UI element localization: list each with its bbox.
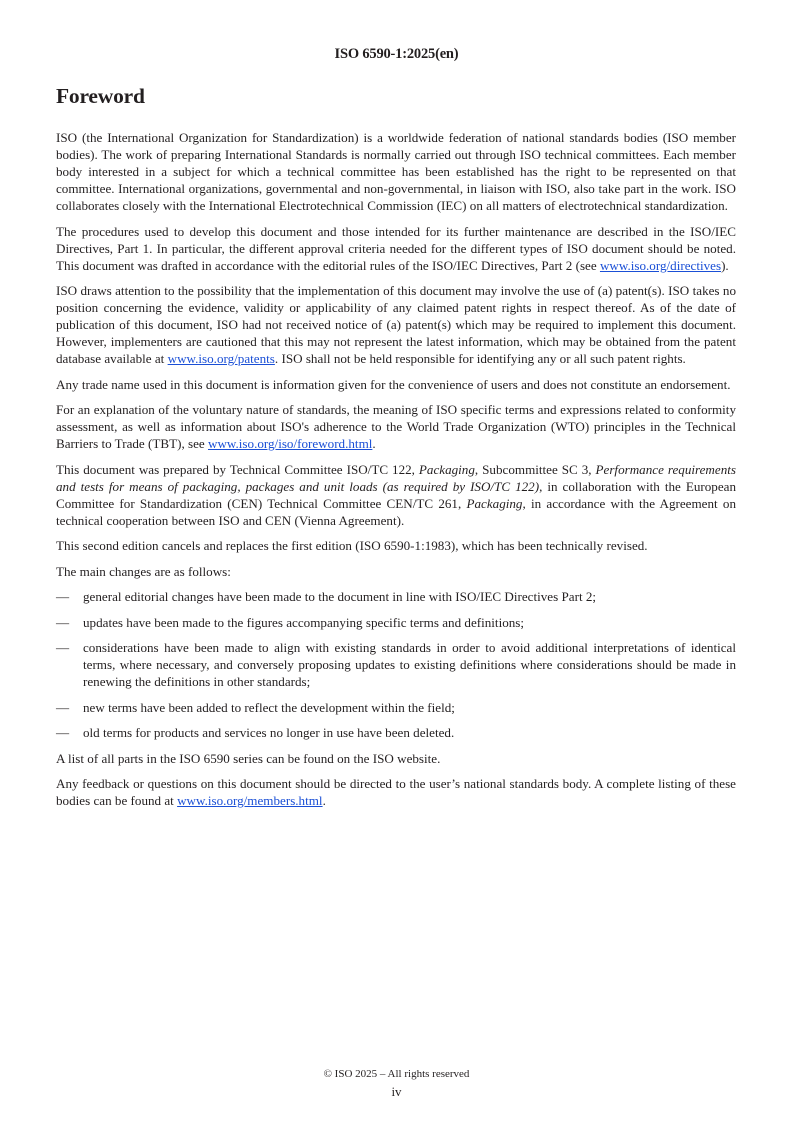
- text: This document was prepared by Technical Committee ISO/TC 122,: [56, 461, 419, 477]
- patents-link[interactable]: www.iso.org/patents: [167, 351, 275, 366]
- text: .: [322, 793, 326, 808]
- text: in accordance with the Agreement on technical cooperation between ISO and CEN (Vienna Agreement).: [56, 495, 736, 528]
- paragraph-prepared-by: [56, 461, 736, 529]
- text: .: [372, 436, 376, 451]
- list-item: [56, 724, 736, 741]
- text: For an explanation of the voluntary nature of standards, the meaning of ISO specific terms and expressions related to conformity assessment, as well as information about ISO's adherence to the World Trade Organization (WTO) principles in the Technical Barriers to Trade (TBT), see: [56, 402, 736, 451]
- paragraph-iso-intro: ISO (the International Organization for Standardization) is a worldwide federation of national standards bodies (ISO member bodies). The work of preparing International Standards is normally carried out through ISO technical committees. Each member body interested in a subject for which a technical committee has been established has the right to be represented on that committee. International organizations, governmental and non-governmental, in liaison with ISO, also take part in the work. ISO collaborates closely with the International Electrotechnical Commission (IEC) on all matters of electrotechnical standardization.: [56, 130, 736, 213]
- text: . ISO shall not be held responsible for identifying any or all such patent rights.: [274, 351, 686, 366]
- foreword-body: [56, 129, 736, 818]
- list-item-text: old terms for products and services no longer in use have been deleted.: [83, 725, 455, 740]
- list-item: [56, 639, 736, 690]
- dash-bullet: —: [56, 640, 70, 655]
- paragraph-main-changes-intro: The main changes are as follows:: [56, 563, 231, 579]
- subcommittee-name: Performance requirements and tests for means of packaging, packages and unit loads (as required by ISO/TC 122): [56, 461, 736, 494]
- paragraph-patents: [56, 282, 736, 367]
- changes-list: [56, 588, 736, 741]
- paragraph-procedures: [56, 223, 736, 274]
- paragraph-trade-name: Any trade name used in this document is information given for the convenience of users and does not constitute an endorsement.: [56, 376, 731, 392]
- text: , Subcommittee SC 3,: [474, 461, 596, 477]
- foreword-link[interactable]: www.iso.org/iso/foreword.html: [208, 436, 373, 451]
- members-link[interactable]: www.iso.org/members.html: [177, 793, 323, 808]
- copyright-notice: © ISO 2025 – All rights reserved: [323, 1068, 470, 1080]
- dash-bullet: —: [56, 725, 70, 740]
- cen-committee-name: Packaging,: [466, 495, 526, 511]
- dash-bullet: —: [56, 614, 70, 630]
- directives-link[interactable]: www.iso.org/directives: [599, 257, 722, 273]
- list-item: [56, 614, 736, 631]
- dash-bullet: —: [56, 589, 70, 604]
- text: Any feedback or questions on this document should be directed to the user’s national standards body. A complete listing of these bodies can be found at: [56, 776, 736, 808]
- list-item-text: considerations have been made to align with existing standards in order to avoid additional interpretations of identical terms, where necessary, and conversely proposing updates to existing definitions where considerations should be made in renewing the definitions in other standards;: [83, 640, 736, 689]
- dash-bullet: —: [56, 699, 70, 715]
- paragraph-feedback: [56, 775, 736, 809]
- paragraph-series-list: A list of all parts in the ISO 6590 series can be found on the ISO website.: [56, 750, 441, 766]
- list-item: [56, 699, 736, 716]
- text: ).: [721, 257, 729, 273]
- paragraph-edition: This second edition cancels and replaces the first edition (ISO 6590-1:1983), which has been technically revised.: [56, 538, 648, 553]
- text: The procedures used to develop this document and those intended for its further maintenance are described in the ISO/IEC Directives, Part 1. In particular, the different approval criteria needed for the different types of ISO document should be noted. This document was drafted in accordance with the editorial rules of the ISO/IEC Directives, Part 2 (see: [56, 223, 736, 273]
- page-title: Foreword: [56, 84, 145, 108]
- paragraph-voluntary-nature: [56, 401, 736, 452]
- page-number: iv: [391, 1084, 402, 1099]
- list-item-text: new terms have been added to reflect the development within the field;: [83, 699, 455, 715]
- list-item: [56, 588, 736, 605]
- list-item-text: updates have been made to the figures accompanying specific terms and definitions;: [83, 614, 525, 630]
- document-header: ISO 6590-1:2025(en): [334, 46, 459, 62]
- text: ISO draws attention to the possibility that the implementation of this document may involve the use of (a) patent(s). ISO takes no position concerning the evidence, validity or applicability of any claimed patent rights in respect thereof. As of the date of publication of this document, ISO had not received notice of (a) patent(s) which may be required to implement this document. However, implementers are cautioned that this may not represent the latest information, which may be obtained from the patent database available at: [56, 283, 736, 366]
- committee-name: Packaging: [418, 461, 475, 477]
- page-footer: [0, 1066, 793, 1100]
- list-item-text: general editorial changes have been made to the document in line with ISO/IEC Directives Part 2;: [83, 589, 597, 604]
- text: , in collaboration with the European Committee for Standardization (CEN) Technical Committee CEN/TC 261,: [56, 478, 736, 511]
